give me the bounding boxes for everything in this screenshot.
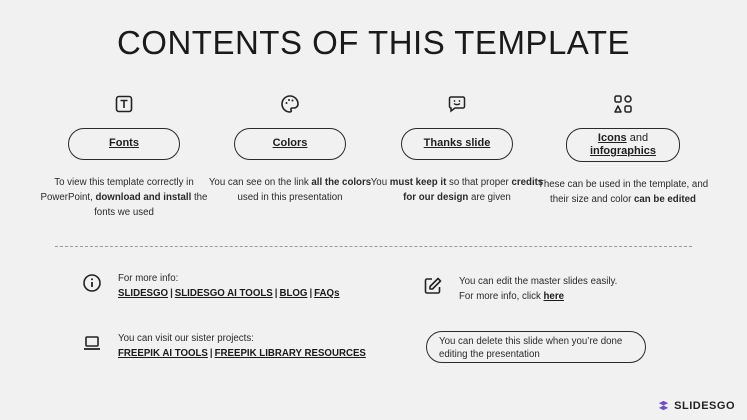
fonts-description: To view this template correctly in PowerPoint, download and install the fonts we used (40, 177, 208, 218)
link-slidesgo[interactable]: SLIDESGO (118, 288, 169, 299)
colors-description: You can see on the link all the colors used in this presentation (208, 177, 372, 203)
page-title: CONTENTS OF THIS TEMPLATE (116, 24, 631, 61)
more-info-block: For more info: SLIDESGO | SLIDESGO AI TOOLS | BLOG | FAQs (80, 271, 339, 301)
colors-button[interactable]: Colors (234, 128, 346, 160)
shapes-icon (533, 92, 713, 116)
icons-description: These can be used in the template, and their size and color can be edited (537, 179, 709, 205)
brand-name: SLIDESGO (674, 399, 735, 412)
delete-slide-note: You can delete this slide when you’re done editing the presentation (426, 331, 646, 363)
dashed-divider (55, 246, 692, 247)
thanks-slide-button[interactable]: Thanks slide (401, 128, 513, 160)
sister-projects-label: You can visit our sister projects: (118, 333, 254, 344)
sister-projects-block: You can visit our sister projects: FREEPIK AI TOOLS | FREEPIK LIBRARY RESOURCES (80, 331, 366, 361)
link-faqs[interactable]: FAQs (314, 288, 340, 299)
slidesgo-logo-icon (657, 399, 670, 412)
message-smile-icon (367, 92, 547, 116)
info-icon (80, 271, 104, 295)
column-icons (533, 92, 713, 207)
link-here[interactable]: here (543, 291, 564, 302)
palette-icon (200, 92, 380, 116)
edit-master-block: You can edit the master slides easily. For more info, click here (421, 274, 617, 304)
column-fonts (34, 92, 214, 220)
edit-master-text: You can edit the master slides easily. (459, 276, 618, 287)
slidesgo-logo (657, 399, 735, 412)
edit-icon (421, 274, 445, 298)
link-freepik-library[interactable]: FREEPIK LIBRARY RESOURCES (214, 348, 366, 359)
link-blog[interactable]: BLOG (279, 288, 308, 299)
thanks-description: You must keep it so that proper credits for our design are given (370, 177, 544, 203)
laptop-icon (80, 331, 104, 355)
link-slidesgo-ai-tools[interactable]: SLIDESGO AI TOOLS (174, 288, 273, 299)
link-freepik-ai-tools[interactable]: FREEPIK AI TOOLS (118, 348, 208, 359)
fonts-button[interactable]: Fonts (68, 128, 180, 160)
more-info-label: For more info: (118, 273, 179, 284)
column-thanks (367, 92, 547, 205)
text-icon (34, 92, 214, 116)
column-colors (200, 92, 380, 205)
icons-infographics-button[interactable]: Icons and infographics (566, 128, 680, 162)
